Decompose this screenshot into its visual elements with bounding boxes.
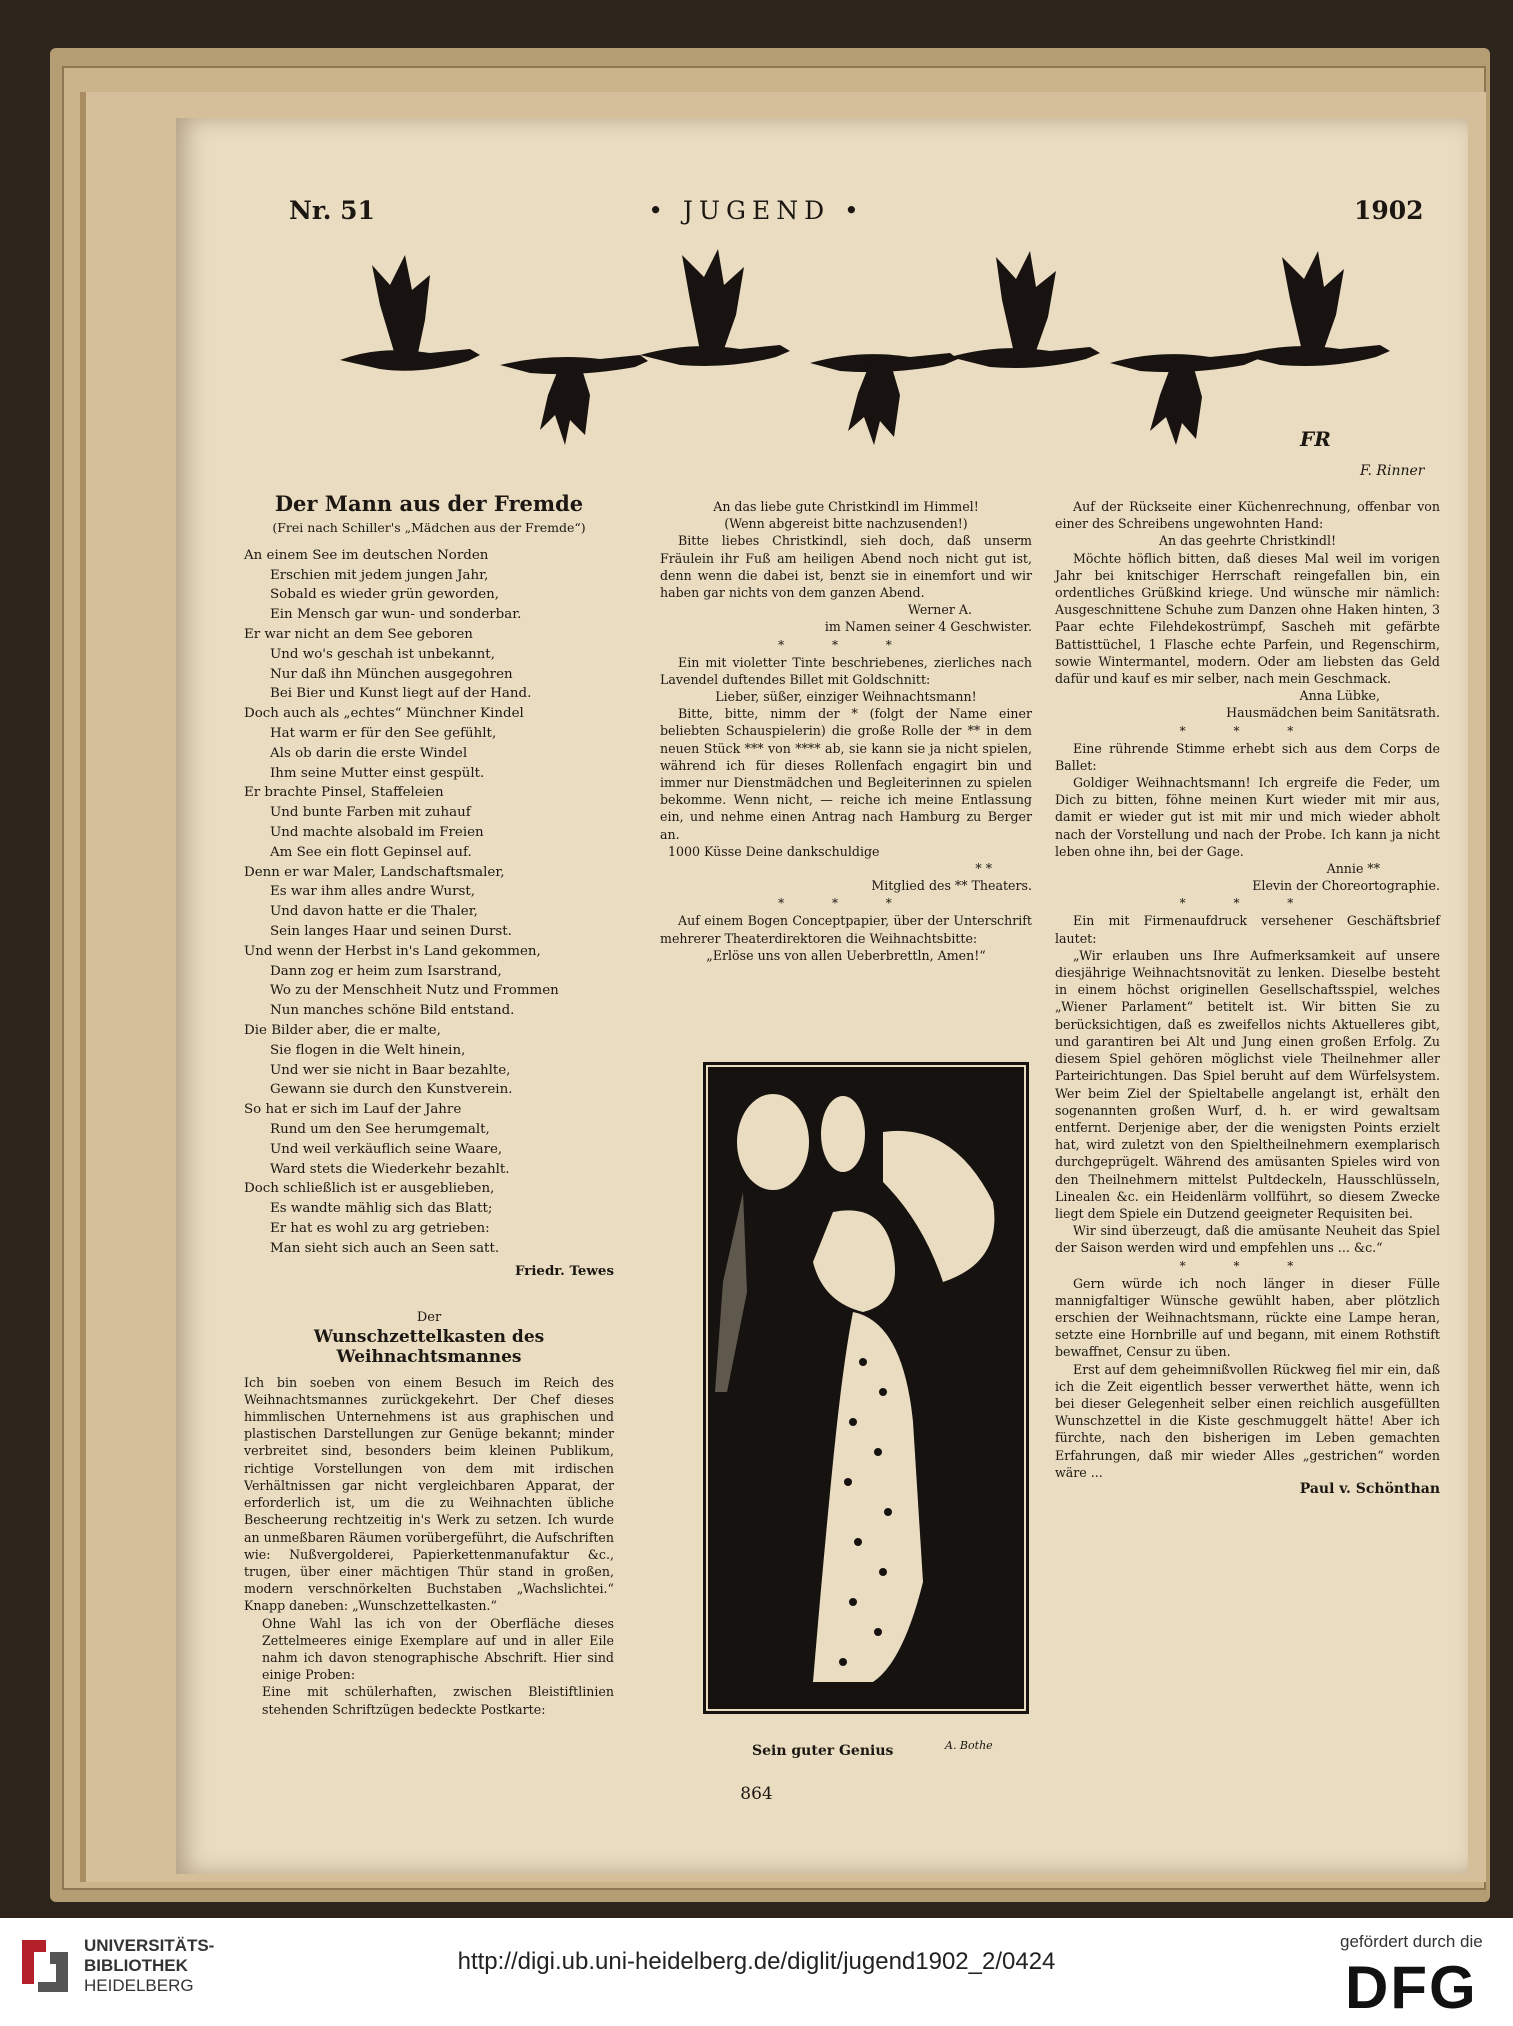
signature-stars: * *: [975, 861, 992, 877]
poem-line: Ein Mensch gar wun- und sonderbar.: [270, 607, 522, 623]
paragraph: Bitte, bitte, nimm der * (folgt der Name einer beliebten Schauspielerin) die große Rolle der ** in dem neuen Stück *** von **** ab, sie kann sie ja nicht spielen, während ich für dieses Rollenfach engagirt bin und immer nur Dienstmädchen und Begleiterinnen zu spielen bekomme. Wenn nicht, — reiche ich meine Entlassung ein, und nehme einen Antrag nach Hamburg zu Berger an.: [660, 706, 1032, 842]
poem-line: Die Bilder aber, die er malte,: [244, 1022, 441, 1038]
paragraph: Auf einem Bogen Conceptpapier, über der Unterschrift mehrerer Theaterdirektoren die Weihnachtsbitte:: [660, 913, 1032, 946]
section-divider: * * *: [1179, 896, 1316, 911]
poem-subtitle: (Frei nach Schiller's „Mädchen aus der Fremde“): [272, 520, 586, 535]
poem-line: Dann zog er heim zum Isarstrand,: [270, 963, 502, 979]
paragraph: „Wir erlauben uns Ihre Aufmerksamkeit auf unsere diesjährige Weihnachtsnovität zu lenken. Dieselbe besteht in einem höchst originellen Gesellschaftsspiel, welches „Wiener Parlament“ betitelt ist. Wir bitten Sie zu berücksichtigen, daß es zweifellos nichts Aktuelleres gibt, und garantiren bei Alt und Jung einen großen Erfolg. Zu diesem Spiel gehören möglichst viele Theilnehmer aller Parteirichtungen. Das Spiel beruht auf dem Würfelsystem. Wer beim Ziel der Spieltabelle angelangt ist, erhält den sogenannten großen Wurf, d. h. er wird gewaltsam entfernt. Derjenige aber, der die wenigsten Points erzielt hat, wird zuletzt von den Spieltheilnehmern exemplarisch durchgeprügelt. Während des amüsanten Spieles wird von den Theilnehmern mittelst Pultdeckeln, Hausschlüsseln, Linealen &c. ein Heidenlärm vollführt, so diesem Zwecke liegt dem Spiele ein Dutzend geeigneter Requisiten bei.: [1055, 947, 1440, 1221]
paragraph: Bitte liebes Christkindl, sieh doch, daß unserm Fräulein ihr Fuß am heiligen Abend noch nicht gut ist, denn wenn die dabei ist, benzt sie in einemfort und wir haben gar nichts von dem ganzen Abend.: [660, 533, 1032, 601]
paragraph: Auf der Rückseite einer Küchenrechnung, offenbar von einer des Schreibens ungewohnten Hand:: [1055, 499, 1440, 532]
poem-line: An einem See im deutschen Norden: [244, 547, 489, 563]
poem-line: Erschien mit jedem jungen Jahr,: [270, 567, 489, 583]
section-divider: * * *: [778, 637, 914, 652]
poem-line: Und wer sie nicht in Baar bezahlte,: [270, 1062, 511, 1078]
raven-7: [1240, 251, 1390, 366]
digitization-footer: [0, 1918, 1513, 2026]
paragraph: Wir sind überzeugt, daß die amüsante Neuheit das Spiel der Saison werden wird und empfehlen uns ... &c.“: [1055, 1223, 1440, 1256]
illustrator-credit: F. Rinner: [1360, 463, 1425, 479]
poem-author: Friedr. Tewes: [515, 1263, 614, 1280]
poem-line: Nur daß ihn München ausgegohren: [270, 666, 513, 682]
poem-line: Nun manches schöne Bild entstand.: [270, 1003, 515, 1019]
signature: Werner A.: [907, 602, 972, 618]
raven-6: [1110, 353, 1258, 445]
woodcut-artist: A. Bothe: [945, 1739, 993, 1752]
poem-line: Er brachte Pinsel, Staffeleien: [244, 785, 444, 801]
poem-line: Hat warm er für den See gefühlt,: [270, 725, 497, 741]
closing-line: 1000 Küsse Deine dankschuldige: [668, 843, 880, 859]
funding-note: gefördert durch die: [1340, 1932, 1483, 1951]
poem-line: Er hat es wohl zu arg getrieben:: [270, 1220, 490, 1236]
poem-line: Bei Bier und Kunst liegt auf der Hand.: [270, 686, 532, 702]
letter-heading: An das geehrte Christkindl!: [1158, 533, 1337, 549]
signature-line: Hausmädchen beim Sanitätsrath.: [1226, 705, 1440, 721]
poem-line: Sobald es wieder grün geworden,: [270, 587, 500, 603]
paragraph: Ohne Wahl las ich von der Oberfläche dieses Zettelmeeres einige Exemplare auf und in aller Eile nahm ich davon stenographische Abschrift. Hier sind einige Proben:: [262, 1615, 614, 1683]
signature: Mitglied des ** Theaters.: [871, 878, 1032, 894]
raven-1: [340, 255, 480, 371]
poem-line: Denn er war Maler, Landschaftsmaler,: [244, 864, 505, 880]
poem-line: Am See ein flott Gepinsel auf.: [270, 844, 472, 860]
poem-line: Doch auch als „echtes“ Münchner Kindel: [244, 706, 524, 722]
letter-greeting: Lieber, süßer, einziger Weihnachtsmann!: [715, 689, 977, 705]
poem-line: Sein langes Haar und seinen Durst.: [270, 923, 512, 939]
poem-line: Wo zu der Menschheit Nutz und Frommen: [270, 983, 559, 999]
poem-line: Sie flogen in die Welt hinein,: [270, 1042, 466, 1058]
poem-line: Es war ihm alles andre Wurst,: [270, 884, 475, 900]
poem-line: Als ob darin die erste Windel: [270, 745, 468, 761]
poem-line: So hat er sich im Lauf der Jahre: [244, 1102, 462, 1118]
paragraph: Eine mit schülerhaften, zwischen Bleistiftlinien stehenden Schriftzügen bedeckte Postkarte:: [262, 1684, 614, 1717]
column-2: [660, 498, 1032, 964]
article-body: [244, 1374, 614, 1718]
page-number: 864: [740, 1784, 773, 1804]
paragraph: Ein mit violetter Tinte beschriebenes, zierliches nach Lavendel duftendes Billet mit Goldschnitt:: [660, 654, 1032, 687]
poem-title: Der Mann aus der Fremde: [274, 491, 584, 516]
permalink-url[interactable]: http://digi.ub.uni-heidelberg.de/diglit/jugend1902_2/0424: [457, 1948, 1056, 1975]
poem-line: Man sieht sich auch an Seen satt.: [270, 1240, 500, 1256]
library-name: UNIVERSITÄTS- BIBLIOTHEK HEIDELBERG: [84, 1936, 215, 1995]
dfg-logo: DFG: [1345, 1954, 1478, 2021]
poem-body: [244, 546, 614, 1259]
poem-line: Es wandte mählig sich das Blatt;: [270, 1201, 493, 1217]
year: 1902: [1354, 196, 1424, 225]
section-divider: * * *: [1179, 1258, 1316, 1273]
paragraph: Ein mit Firmenaufdruck versehener Geschäftsbrief lautet:: [1055, 913, 1440, 946]
article-author: Paul v. Schönthan: [1299, 1480, 1440, 1497]
signature: Annie **: [1326, 861, 1380, 877]
poem-line: Er war nicht an dem See geboren: [244, 626, 473, 642]
section-divider: * * *: [778, 896, 914, 911]
poem-line: Und weil verkäuflich seine Waare,: [270, 1141, 503, 1157]
ravens-illustration: [320, 245, 1410, 445]
paragraph: Ich bin soeben von einem Besuch im Reich des Weihnachtsmannes zurückgekehrt. Der Chef dieses himmlischen Unternehmens ist aus graphischen und plastischen Darstellungen zur Genüge bekannt; minder verbreitet sind, besonders beim kleinen Publikum, richtige Vorstellungen von dem mit irdischen Verhältnissen gar nicht vergleichbaren Apparat, der erforderlich ist, um die zu Weihnachten übliche Bescheerung rechtzeitig in's Werk zu setzen. Ich wurde an unmeßbaren Räumen vorübergeführt, die Aufschriften wie: Nußvergolderei, Papierkettenmanufaktur &c., trugen, über einer mächtigen Thür stand in großen, modern verschnörkelten Buchstaben „Wachslichtei.“ Knapp daneben: „Wunschzettelkasten.“: [244, 1374, 614, 1614]
signature: Anna Lübke,: [1299, 688, 1380, 704]
poem-line: Ward stets die Wiederkehr bezahlt.: [270, 1161, 510, 1177]
woodcut-illustration: [703, 1062, 1029, 1714]
poem-line: Ihm seine Mutter einst gespült.: [270, 765, 485, 781]
paragraph: Erst auf dem geheimnißvollen Rückweg fiel mir ein, daß ich die Zeit eigentlich besser verwerthet hätte, wenn ich bei dieser Gelegenheit selber einen reichlich ausgefüllten Wunschzettel in die Kiste geschmuggelt hätte! Aber ich fürchte, nach den bisherigen im Leben gemachten Erfahrungen, daß mir wieder Alles „gestrichen“ worden wäre ...: [1055, 1361, 1440, 1480]
illustrator-monogram: FR: [1300, 427, 1331, 451]
raven-2: [500, 355, 648, 445]
poem-line: Und bunte Farben mit zuhauf: [270, 805, 471, 821]
raven-4: [810, 353, 958, 445]
article-title-prefix: Der: [416, 1310, 442, 1326]
paragraph: Gern würde ich noch länger in dieser Fülle mannigfaltiger Wünsche gewühlt haben, aber plötzlich erschien der Weihnachtsmann, rückte eine Lampe heran, setzte eine Hornbrille auf und begann, mit einem Rothstift bewaffnet, Censur zu üben.: [1055, 1275, 1440, 1360]
poem-line: Und wo's geschah ist unbekannt,: [270, 646, 495, 662]
raven-5: [950, 251, 1100, 368]
signature-line: im Namen seiner 4 Geschwister.: [824, 619, 1032, 635]
poem-line: Rund um den See herumgemalt,: [270, 1121, 490, 1137]
poem-line: Und wenn der Herbst in's Land gekommen,: [244, 943, 541, 959]
letter-heading: An das liebe gute Christkindl im Himmel!: [713, 499, 979, 514]
letter-quote: „Erlöse uns von allen Ueberbrettln, Amen!“: [706, 947, 986, 963]
woodcut-caption: Sein guter Genius: [752, 1743, 894, 1759]
letter-note: (Wenn abgereist bitte nachzusenden!): [724, 516, 968, 532]
column-1: [244, 490, 614, 1718]
paragraph: Eine rührende Stimme erhebt sich aus dem Corps de Ballet:: [1055, 740, 1440, 773]
section-divider: * * *: [1179, 723, 1316, 738]
column-3: [1055, 498, 1440, 1498]
paragraph: Möchte höflich bitten, daß dieses Mal weil im vorigen Jahr bei knitschiger Herrschaft reingefallen bin, ein ordentliches Grüßkind kriege. Und wünsche mir nämlich: Ausgeschnittene Schuhe zum Danzen ohne Haken hinten, 3 Paar echte Filehdekostrümpf, Sascheh mit gefärbte Battisttüchel, 1 Flasche echte Parfein, und Regenschirm, sowie Wintermantel, modern. Oder am liebsten das Geld dafür und kauf es mir selber, nach mein Geschmack.: [1055, 550, 1440, 687]
poem-line: Gewann sie durch den Kunstverein.: [270, 1082, 513, 1098]
poem-line: Und machte alsobald im Freien: [270, 824, 484, 840]
journal-title: • JUGEND •: [648, 196, 865, 225]
article-title: Wunschzettelkasten des Weihnachtsmannes: [313, 1327, 545, 1367]
paragraph: Goldiger Weihnachtsmann! Ich ergreife die Feder, um Dich zu bitten, föhne meinen Kurt wieder mit mir aus, damit er wieder gut ist mit mir und mich wieder abholt nach der Vorstellung und nach der Probe. Ich kann ja nicht leben ohne ihn, bei der Gage.: [1055, 775, 1440, 859]
issue-number: Nr. 51: [289, 196, 375, 225]
poem-line: Doch schließlich ist er ausgeblieben,: [244, 1181, 495, 1197]
poem-line: Und davon hatte er die Thaler,: [270, 904, 478, 920]
signature-line: Elevin der Choreortographie.: [1252, 878, 1440, 894]
raven-3: [640, 249, 790, 366]
